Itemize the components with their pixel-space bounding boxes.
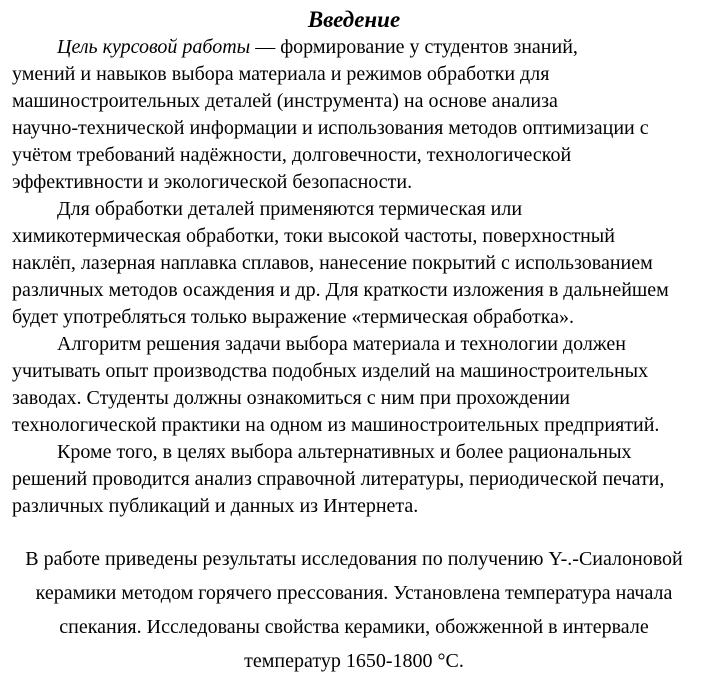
- text-line: [12, 34, 696, 61]
- italic-lead-text: Цель курсовой работы: [57, 36, 251, 58]
- paragraph-processing-lines: [12, 223, 696, 331]
- text-line: научно-технической информации и использования методов оптимизации с: [12, 117, 649, 139]
- text-line: эффективности и экологической безопасности.: [12, 171, 413, 193]
- paragraph-algorithm: [12, 331, 696, 439]
- text-line: различных методов осаждения и др. Для краткости изложения в дальнейшем: [12, 279, 669, 301]
- text-line: Для обработки деталей применяются термическая или: [57, 198, 523, 220]
- text-line: спекания. Исследованы свойства керамики, обожженной в интервале: [59, 616, 649, 638]
- text-line: химикотермическая обработки, токи высокой частоты, поверхностный: [12, 225, 615, 247]
- paragraph-alternatives-lines: [12, 466, 696, 520]
- text-line: заводах. Студенты должны ознакомиться с ним при прохождении: [12, 387, 571, 409]
- first-line-rest-text: — формирование у студентов знаний,: [250, 36, 578, 58]
- text-line: учитывать опыт производства подобных изделий на машиностроительных: [12, 360, 649, 382]
- paragraph-alternatives: [12, 439, 696, 520]
- paragraph-algorithm-lines: [12, 358, 696, 439]
- paragraph-goal: [12, 34, 696, 196]
- text-line: температур 1650-1800 °С.: [244, 650, 464, 672]
- text-line: умений и навыков выбора материала и режимов обработки для: [12, 63, 550, 85]
- closing-paragraph-lines: [12, 542, 696, 678]
- text-line: решений проводится анализ справочной литературы, периодической печати,: [12, 468, 665, 490]
- text-line: керамики методом горячего прессования. Установлена температура начала: [35, 582, 673, 604]
- paragraph-goal-lines: [12, 61, 696, 196]
- text-line: В работе приведены результаты исследования по получению Y-.-Сиалоновой: [25, 548, 683, 570]
- text-line: Алгоритм решения задачи выбора материала и технологии должен: [57, 333, 626, 355]
- text-line: будет употребляться только выражение «термическая обработка».: [12, 306, 575, 328]
- paragraph-processing: [12, 196, 696, 331]
- text-line: наклёп, лазерная наплавка сплавов, нанесение покрытий с использованием: [12, 252, 653, 274]
- text-line: технологической практики на одном из машиностроительных предприятий.: [12, 414, 660, 436]
- text-line: учётом требований надёжности, долговечности, технологической: [12, 144, 572, 166]
- text-line: различных публикаций и данных из Интернета.: [12, 495, 419, 517]
- text-line: Кроме того, в целях выбора альтернативных и более рациональных: [57, 441, 632, 463]
- text-line: машиностроительных деталей (инструмента) на основе анализа: [12, 90, 558, 112]
- closing-paragraph: [12, 542, 696, 678]
- document-title: Введение: [307, 7, 401, 32]
